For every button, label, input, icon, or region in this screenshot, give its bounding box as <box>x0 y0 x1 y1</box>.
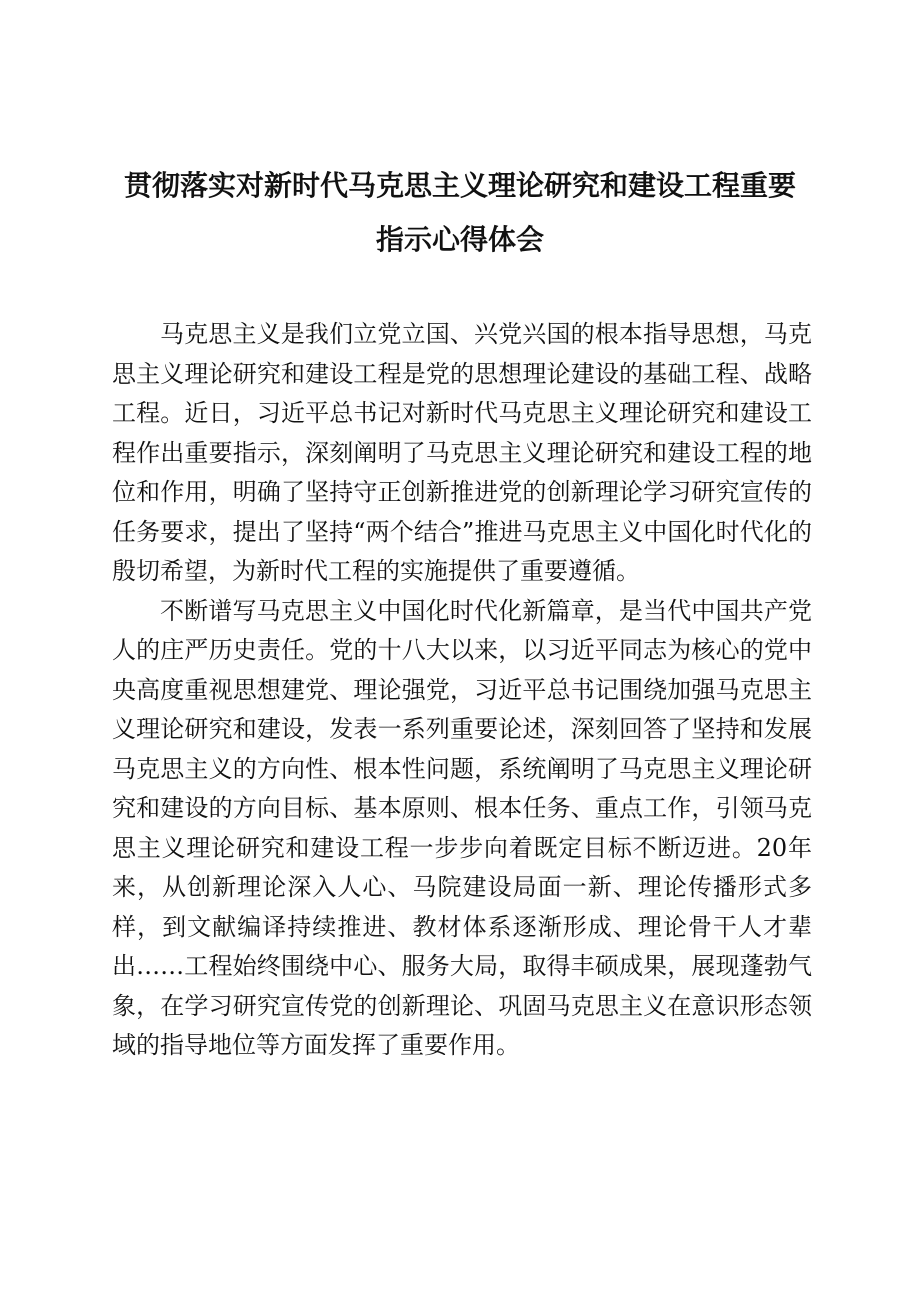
page-title: 贯彻落实对新时代马克思主义理论研究和建设工程重要 <box>123 169 796 202</box>
body-paragraph-2: 不断谱写马克思主义中国化时代化新篇章，是当代中国共产党人的庄严历史责任。党的十八大以来，以习近平同志为核心的党中央高度重视思想建党、理论强党，习近平总书记围绕加强马克思主义理论研究和建设，发表一系列重要论述，深刻回答了坚持和发展马克思主义的方向性、根本性问题，系统阐明了马克思主义理论研究和建设的方向目标、基本原则、根本任务、重点工作，引领马克思主义理论研究和建设工程一步步向着既定目标不断迈进。20年来，从创新理论深入人心、马院建设局面一新、理论传播形式多样，到文献编译持续推进、教材体系逐渐形成、理论骨干人才辈出……工程始终围绕中心、服务大局，取得丰硕成果，展现蓬勃气象，在学习研究宣传党的创新理论、巩固马克思主义在意识形态领域的指导地位等方面发挥了重要作用。 <box>112 596 812 1059</box>
page-title-continued: 指示心得体会 <box>375 223 544 256</box>
body-paragraph-1: 马克思主义是我们立党立国、兴党兴国的根本指导思想，马克思主义理论研究和建设工程是党的思想理论建设的基础工程、战略工程。近日，习近平总书记对新时代马克思主义理论研究和建设工程作出重要指示，深刻阐明了马克思主义理论研究和建设工程的地位和作用，明确了坚持守正创新推进党的创新理论学习研究宣传的任务要求，提出了坚持“两个结合”推进马克思主义中国化时代化的殷切希望，为新时代工程的实施提供了重要遵循。 <box>112 320 812 585</box>
document-body <box>112 315 812 1066</box>
